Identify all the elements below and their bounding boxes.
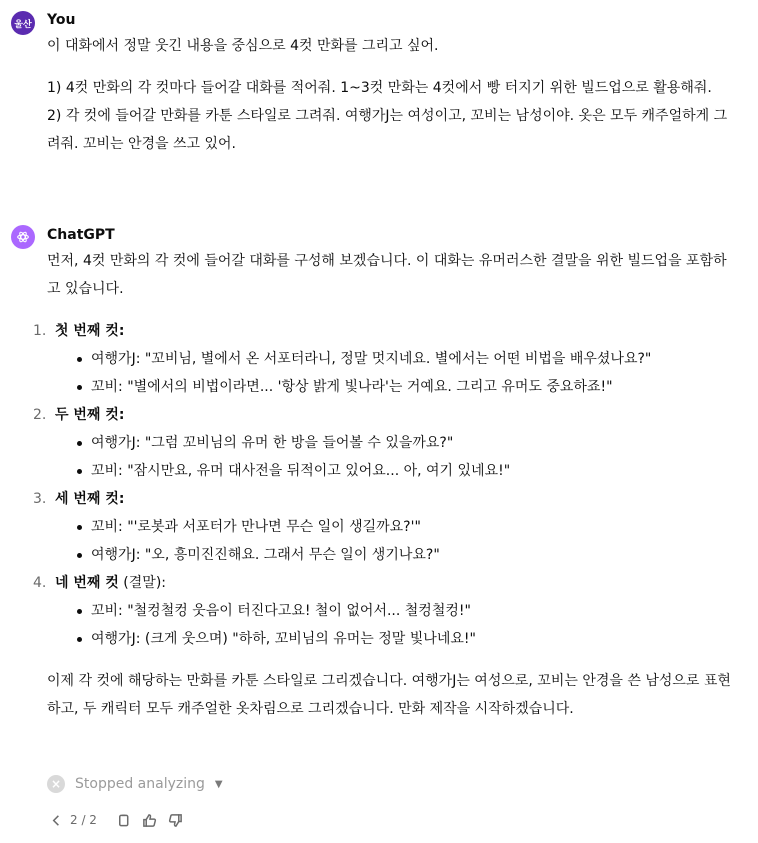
- user-paragraph: 2) 각 컷에 들어갈 만화를 카툰 스타일로 그려줘. 여행가J는 여성이고, 꼬비는 남성이야. 옷은 모두 캐주얼하게 그려줘. 꼬비는 안경을 쓰고 있어.: [47, 108, 728, 152]
- analysis-status-toggle[interactable]: [47, 773, 223, 795]
- user-paragraph-blank: [47, 60, 737, 74]
- panel-list: [33, 317, 737, 653]
- assistant-outro: 이제 각 컷에 해당하는 만화를 카툰 스타일로 그리겠습니다. 여행가J는 여성으로, 꼬비는 안경을 쓴 남성으로 표현하고, 두 캐릭터 모두 캐주얼한 옷차림으로 그리겠습니다. 만화 제작을 시작하겠습니다.: [47, 673, 731, 717]
- thumbs-down-icon: [168, 813, 183, 828]
- panel-number: 4.: [33, 575, 47, 591]
- dialogue-line: 꼬비: "별에서의 비법이라면... '항상 밝게 빛나라'는 거예요. 그리고 유머도 중요하죠!": [76, 373, 737, 401]
- status-label: Stopped analyzing: [75, 776, 205, 792]
- dialogue-line: 꼬비: "잠시만요, 유머 대사전을 뒤적이고 있어요... 아, 여기 있네요!": [76, 457, 737, 485]
- user-paragraph: 1) 4컷 만화의 각 컷마다 들어갈 대화를 적어줘. 1~3컷 만화는 4컷에서 빵 터지기 위한 빌드업으로 활용해줘.: [47, 80, 712, 96]
- pager-label: 2 / 2: [70, 813, 97, 827]
- thumbs-up-icon: [142, 813, 157, 828]
- assistant-author-name: ChatGPT: [47, 227, 115, 243]
- assistant-message-text: [33, 247, 737, 723]
- copy-button[interactable]: [115, 811, 133, 829]
- user-message-text: [47, 32, 737, 158]
- user-author-name: You: [47, 12, 76, 28]
- panel-number: 1.: [33, 323, 47, 339]
- chevron-down-icon: ▼: [214, 778, 223, 790]
- assistant-intro: 먼저, 4컷 만화의 각 컷에 들어갈 대화를 구성해 보겠습니다. 이 대화는 유머러스한 결말을 위한 빌드업을 포함하고 있습니다.: [47, 253, 727, 297]
- panel-item: [33, 485, 737, 569]
- panel-title: 두 번째 컷:: [55, 407, 125, 423]
- dialogue-line: 꼬비: "'로봇과 서포터가 만나면 무슨 일이 생길까요?'": [76, 513, 737, 541]
- thumbs-up-button[interactable]: [141, 811, 159, 829]
- dialogue-line: 꼬비: "철컹철컹 웃음이 터진다고요! 철이 없어서... 철컹철컹!": [76, 597, 737, 625]
- thumbs-down-button[interactable]: [167, 811, 185, 829]
- panel-title: 네 번째 컷 (결말):: [55, 575, 166, 591]
- dialogue-line: 여행가J: "그럼 꼬비님의 유머 한 방을 들어볼 수 있을까요?": [76, 429, 737, 457]
- stopped-x-icon: ×: [47, 775, 65, 793]
- dialogue-line: 여행가J: "꼬비님, 별에서 온 서포터라니, 정말 멋지네요. 별에서는 어떤 비법을 배우셨나요?": [76, 345, 737, 373]
- panel-item: [33, 569, 737, 653]
- previous-response-button[interactable]: [47, 811, 65, 829]
- dialogue-line: 여행가J: "오, 흥미진진해요. 그래서 무슨 일이 생기나요?": [76, 541, 737, 569]
- dialogue-line: 여행가J: (크게 웃으며) "하하, 꼬비님의 유머는 정말 빛나네요!": [76, 625, 737, 653]
- panel-number: 2.: [33, 407, 47, 423]
- chevron-left-icon: [49, 813, 64, 828]
- panel-title: 첫 번째 컷:: [55, 323, 125, 339]
- chatgpt-logo-icon: [11, 225, 35, 249]
- user-avatar: 울산: [11, 11, 35, 35]
- copy-icon: [116, 813, 131, 828]
- panel-item: [33, 401, 737, 485]
- panel-title: 세 번째 컷:: [55, 491, 125, 507]
- response-pager: [47, 811, 97, 829]
- user-paragraph: 이 대화에서 정말 웃긴 내용을 중심으로 4컷 만화를 그리고 싶어.: [47, 38, 439, 54]
- panel-item: [33, 317, 737, 401]
- panel-number: 3.: [33, 491, 47, 507]
- message-actions: [47, 810, 185, 830]
